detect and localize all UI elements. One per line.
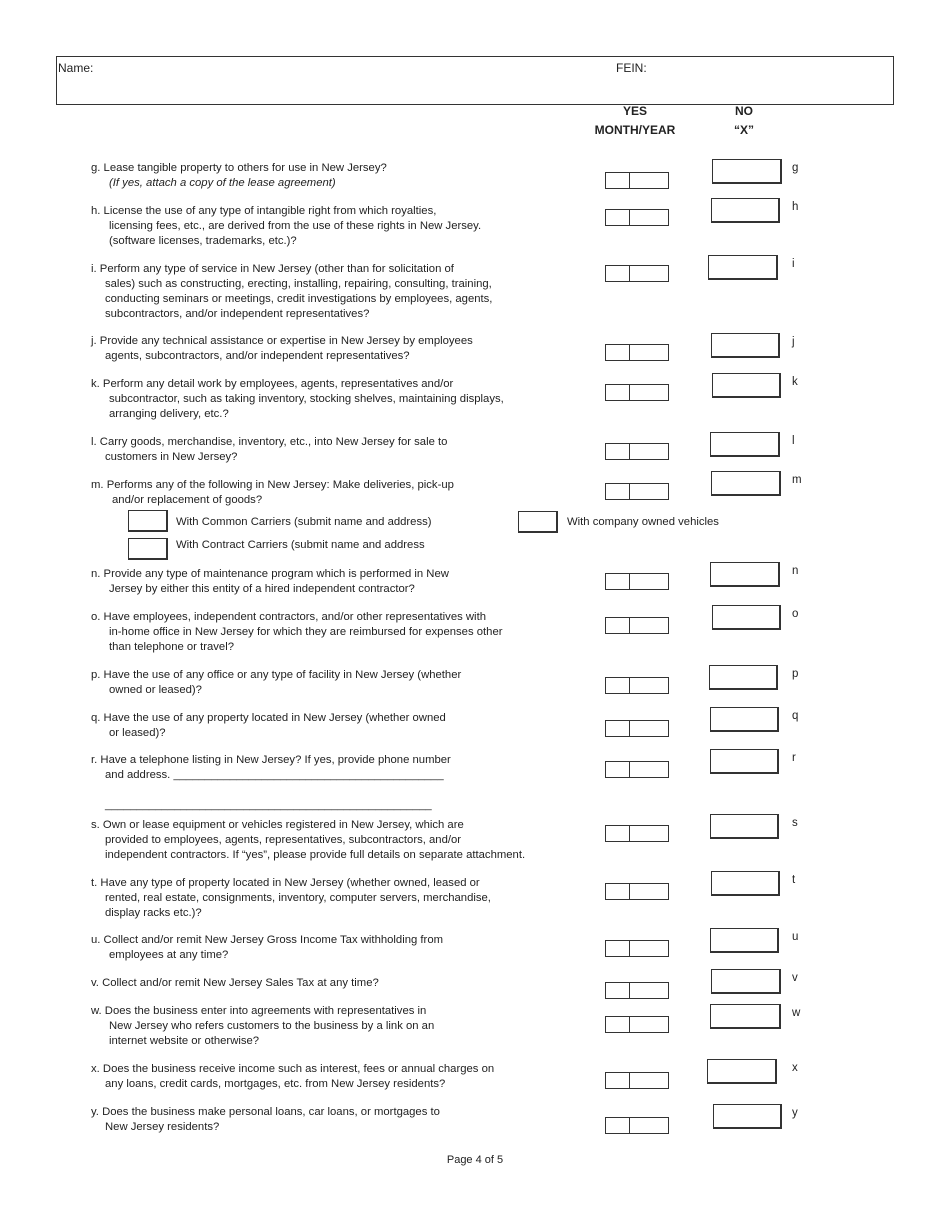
question-q-line: or leased)? — [109, 727, 166, 739]
no-checkbox-x[interactable] — [707, 1059, 777, 1084]
question-k-line: subcontractor, such as taking inventory, stocking shelves, maintaining displays, — [109, 393, 504, 405]
no-checkbox-l[interactable] — [710, 432, 780, 457]
question-i-line: conducting seminars or meetings, credit investigations by employees, agents, — [105, 293, 493, 305]
no-checkbox-i[interactable] — [708, 255, 778, 280]
yes-month-year-field-x[interactable] — [605, 1072, 669, 1089]
yes-column-header: YES — [622, 104, 647, 118]
month-cell[interactable] — [606, 345, 630, 360]
question-v-line: v. Collect and/or remit New Jersey Sales Tax at any time? — [91, 977, 379, 989]
no-checkbox-n[interactable] — [710, 562, 780, 587]
question-o — [91, 610, 581, 655]
question-i — [91, 262, 581, 322]
no-checkbox-w[interactable] — [710, 1004, 781, 1029]
question-letter-k: k — [792, 376, 798, 388]
question-letter-h: h — [792, 201, 799, 213]
company-vehicles-checkbox[interactable] — [518, 511, 558, 533]
no-checkbox-y[interactable] — [713, 1104, 782, 1129]
month-cell[interactable] — [606, 941, 630, 956]
year-cell[interactable] — [630, 762, 668, 777]
yes-month-year-field-r[interactable] — [605, 761, 669, 778]
no-checkbox-k[interactable] — [712, 373, 781, 398]
common-carriers-checkbox[interactable] — [128, 510, 168, 532]
question-o-line: in-home office in New Jersey for which they are reimbursed for expenses other — [109, 626, 503, 638]
month-cell[interactable] — [606, 1118, 630, 1133]
year-cell[interactable] — [630, 678, 668, 693]
month-cell[interactable] — [606, 173, 630, 188]
year-cell[interactable] — [630, 983, 668, 998]
question-r-line: ____________________________________________________ — [105, 799, 432, 811]
question-l — [91, 435, 581, 465]
no-checkbox-m[interactable] — [711, 471, 781, 496]
question-letter-y: y — [792, 1107, 798, 1119]
question-p-line: owned or leased)? — [109, 684, 202, 696]
question-q-line: q. Have the use of any property located in New Jersey (whether owned — [91, 712, 446, 724]
question-i-line: i. Perform any type of service in New Jersey (other than for solicitation of — [91, 263, 454, 275]
yes-month-year-field-y[interactable] — [605, 1117, 669, 1134]
question-letter-n: n — [792, 565, 799, 577]
question-k-line: arranging delivery, etc.? — [109, 408, 229, 420]
month-cell[interactable] — [606, 762, 630, 777]
question-w-line: w. Does the business enter into agreements with representatives in — [91, 1005, 427, 1017]
question-h-line: h. License the use of any type of intangible right from which royalties, — [91, 205, 437, 217]
question-p-line: p. Have the use of any office or any type of facility in New Jersey (whether — [91, 669, 462, 681]
page-number: Page 4 of 5 — [446, 1154, 504, 1166]
no-checkbox-o[interactable] — [712, 605, 781, 630]
yes-month-year-field-p[interactable] — [605, 677, 669, 694]
question-w-line: internet website or otherwise? — [109, 1035, 260, 1047]
question-x — [91, 1062, 581, 1092]
question-letter-p: p — [792, 668, 799, 680]
month-cell[interactable] — [606, 721, 630, 736]
question-s-line: independent contractors. If “yes”, please provide full details on separate attachment. — [105, 849, 526, 861]
question-letter-g: g — [792, 162, 799, 174]
no-checkbox-v[interactable] — [711, 969, 781, 994]
question-q — [91, 711, 581, 741]
yes-month-year-field-u[interactable] — [605, 940, 669, 957]
question-letter-l: l — [792, 435, 795, 447]
question-o-line: than telephone or travel? — [109, 641, 234, 653]
no-checkbox-p[interactable] — [709, 665, 778, 690]
yes-month-year-field-w[interactable] — [605, 1016, 669, 1033]
no-checkbox-s[interactable] — [710, 814, 779, 839]
question-n-line: Jersey by either this entity of a hired independent contractor? — [109, 583, 415, 595]
no-checkbox-u[interactable] — [710, 928, 779, 953]
company-vehicles-label: With company owned vehicles — [567, 516, 719, 528]
question-r-line — [91, 783, 581, 798]
question-i-line: sales) such as constructing, erecting, installing, repairing, consulting, training, — [105, 278, 492, 290]
month-cell[interactable] — [606, 444, 630, 459]
yes-month-year-field-s[interactable] — [605, 825, 669, 842]
year-cell[interactable] — [630, 484, 668, 499]
month-cell[interactable] — [606, 678, 630, 693]
question-letter-j: j — [792, 336, 795, 348]
year-cell[interactable] — [630, 618, 668, 633]
month-cell[interactable] — [606, 266, 630, 281]
question-p — [91, 668, 581, 698]
question-letter-x: x — [792, 1062, 798, 1074]
question-w-line: New Jersey who refers customers to the business by a link on an — [109, 1020, 435, 1032]
question-t-line: t. Have any type of property located in New Jersey (whether owned, leased or — [91, 877, 480, 889]
yes-month-year-field-g[interactable] — [605, 172, 669, 189]
question-letter-r: r — [792, 752, 796, 764]
year-cell[interactable] — [630, 574, 668, 589]
question-letter-t: t — [792, 874, 796, 886]
question-m-line: and/or replacement of goods? — [112, 494, 263, 506]
year-cell[interactable] — [630, 385, 668, 400]
month-cell[interactable] — [606, 1017, 630, 1032]
question-t-line: rented, real estate, consignments, inventory, computer servers, merchandise, — [105, 892, 491, 904]
no-checkbox-h[interactable] — [711, 198, 780, 223]
year-cell[interactable] — [630, 444, 668, 459]
month-cell[interactable] — [606, 1073, 630, 1088]
fein-label: FEIN: — [616, 61, 647, 75]
year-cell[interactable] — [630, 345, 668, 360]
question-l-line: l. Carry goods, merchandise, inventory, etc., into New Jersey for sale to — [91, 436, 448, 448]
yes-month-year-field-v[interactable] — [605, 982, 669, 999]
no-checkbox-t[interactable] — [711, 871, 780, 896]
question-u-line: u. Collect and/or remit New Jersey Gross Income Tax withholding from — [91, 934, 444, 946]
question-i-line: subcontractors, and/or independent representatives? — [105, 308, 370, 320]
question-u — [91, 933, 581, 963]
question-y-line: New Jersey residents? — [105, 1121, 220, 1133]
question-letter-i: i — [792, 258, 795, 270]
question-g-line: g. Lease tangible property to others for use in New Jersey? — [91, 162, 387, 174]
month-cell[interactable] — [606, 618, 630, 633]
yes-month-year-field-k[interactable] — [605, 384, 669, 401]
question-m — [91, 478, 581, 508]
question-x-line: any loans, credit cards, mortgages, etc. from New Jersey residents? — [105, 1078, 446, 1090]
question-g-line: (If yes, attach a copy of the lease agreement) — [109, 177, 336, 189]
year-cell[interactable] — [630, 826, 668, 841]
question-n — [91, 567, 581, 597]
question-s-line: provided to employees, agents, representatives, subcontractors, and/or — [105, 834, 462, 846]
question-u-line: employees at any time? — [109, 949, 229, 961]
year-cell[interactable] — [630, 210, 668, 225]
question-s-line: s. Own or lease equipment or vehicles registered in New Jersey, which are — [91, 819, 464, 831]
question-v — [91, 976, 581, 991]
question-l-line: customers in New Jersey? — [105, 451, 238, 463]
question-k — [91, 377, 581, 422]
yes-month-year-field-i[interactable] — [605, 265, 669, 282]
yes-month-year-field-h[interactable] — [605, 209, 669, 226]
question-t — [91, 876, 581, 921]
question-n-line: n. Provide any type of maintenance program which is performed in New — [91, 568, 449, 580]
no-column-header: NO — [735, 104, 753, 118]
question-letter-o: o — [792, 608, 799, 620]
month-year-column-header: MONTH/YEAR — [594, 123, 676, 137]
question-r-line: and address. ___________________________________________ — [105, 769, 444, 781]
question-o-line: o. Have employees, independent contractors, and/or other representatives with — [91, 611, 486, 623]
question-w — [91, 1004, 581, 1049]
year-cell[interactable] — [630, 1017, 668, 1032]
yes-month-year-field-m[interactable] — [605, 483, 669, 500]
question-letter-s: s — [792, 817, 798, 829]
question-h — [91, 204, 581, 249]
year-cell[interactable] — [630, 173, 668, 188]
question-s — [91, 818, 581, 863]
month-cell[interactable] — [606, 826, 630, 841]
yes-month-year-field-o[interactable] — [605, 617, 669, 634]
month-cell[interactable] — [606, 574, 630, 589]
no-checkbox-g[interactable] — [712, 159, 782, 184]
no-checkbox-r[interactable] — [710, 749, 779, 774]
question-j — [91, 334, 581, 364]
question-j-line: agents, subcontractors, and/or independent representatives? — [105, 350, 410, 362]
name-field[interactable] — [100, 60, 600, 100]
question-r-line: r. Have a telephone listing in New Jersey? If yes, provide phone number — [91, 754, 451, 766]
yes-month-year-field-q[interactable] — [605, 720, 669, 737]
month-cell[interactable] — [606, 385, 630, 400]
question-h-line: (software licenses, trademarks, etc.)? — [109, 235, 297, 247]
question-h-line: licensing fees, etc., are derived from the use of these rights in New Jersey. — [109, 220, 482, 232]
question-g — [91, 161, 581, 191]
common-carriers-label: With Common Carriers (submit name and address) — [176, 516, 432, 528]
yes-month-year-field-t[interactable] — [605, 883, 669, 900]
question-letter-w: w — [792, 1007, 801, 1019]
month-cell[interactable] — [606, 983, 630, 998]
x-column-header: “X” — [733, 123, 754, 137]
question-y — [91, 1105, 581, 1135]
question-x-line: x. Does the business receive income such as interest, fees or annual charges on — [91, 1063, 495, 1075]
yes-month-year-field-l[interactable] — [605, 443, 669, 460]
contract-carriers-checkbox[interactable] — [128, 538, 168, 560]
month-cell[interactable] — [606, 210, 630, 225]
fein-field[interactable] — [652, 60, 888, 100]
question-letter-u: u — [792, 931, 799, 943]
question-j-line: j. Provide any technical assistance or expertise in New Jersey by employees — [91, 335, 473, 347]
yes-month-year-field-j[interactable] — [605, 344, 669, 361]
year-cell[interactable] — [630, 266, 668, 281]
question-r — [91, 753, 581, 813]
year-cell[interactable] — [630, 1073, 668, 1088]
yes-month-year-field-n[interactable] — [605, 573, 669, 590]
year-cell[interactable] — [630, 721, 668, 736]
no-checkbox-j[interactable] — [711, 333, 780, 358]
month-cell[interactable] — [606, 884, 630, 899]
contract-carriers-label: With Contract Carriers (submit name and address — [176, 539, 425, 551]
question-m-line: m. Performs any of the following in New Jersey: Make deliveries, pick-up — [91, 479, 454, 491]
question-k-line: k. Perform any detail work by employees, agents, representatives and/or — [91, 378, 454, 390]
year-cell[interactable] — [630, 1118, 668, 1133]
question-letter-v: v — [792, 972, 798, 984]
name-label: Name: — [58, 61, 94, 75]
question-t-line: display racks etc.)? — [105, 907, 202, 919]
question-letter-m: m — [792, 474, 802, 486]
question-y-line: y. Does the business make personal loans, car loans, or mortgages to — [91, 1106, 440, 1118]
year-cell[interactable] — [630, 884, 668, 899]
year-cell[interactable] — [630, 941, 668, 956]
month-cell[interactable] — [606, 484, 630, 499]
no-checkbox-q[interactable] — [710, 707, 779, 732]
question-letter-q: q — [792, 710, 799, 722]
